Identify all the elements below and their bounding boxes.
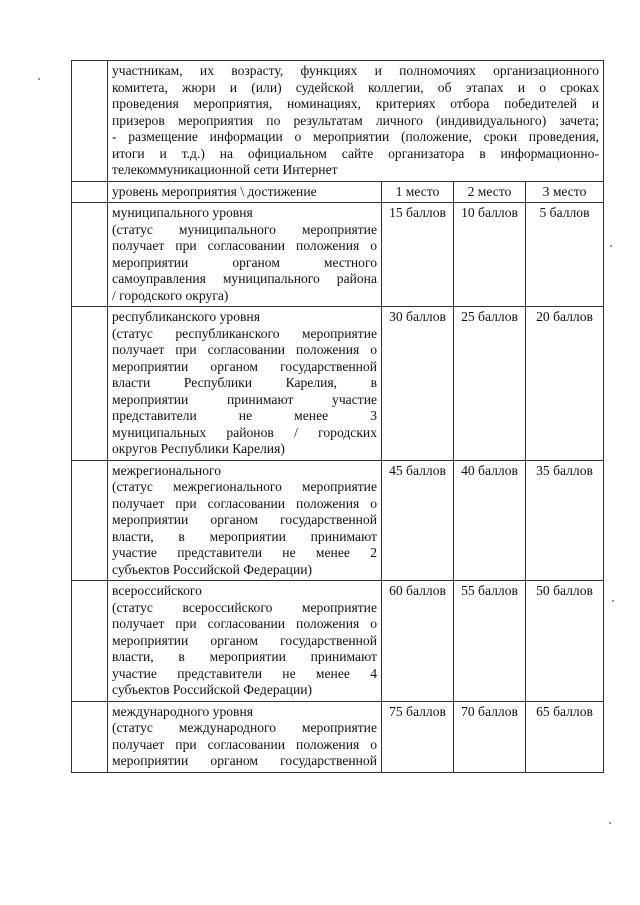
level-description: [108, 307, 382, 461]
number-cell: [72, 460, 108, 581]
score-place3: 35 баллов: [526, 460, 604, 581]
number-cell: [72, 307, 108, 461]
intro-line: призеров мероприятия по результатам личного (индивидуального) зачета;: [112, 112, 600, 128]
level-description: [108, 460, 382, 581]
score-place1: 75 баллов: [382, 701, 454, 772]
criteria-table: [71, 60, 604, 773]
level-line: получает при согласовании положения о: [112, 495, 377, 511]
level-line: участие представители не менее 2: [112, 545, 377, 560]
level-line: получает при согласовании положения о: [112, 342, 377, 357]
level-line: округов Республики Карелия): [112, 441, 285, 456]
score-place2: 40 баллов: [454, 460, 526, 581]
level-line: самоуправления муниципального района: [112, 271, 377, 286]
level-line: всероссийского: [112, 583, 202, 598]
row-interregional: [72, 460, 604, 581]
level-line: мероприятии принимают участие: [112, 391, 377, 407]
level-line: участие представители не менее 4: [112, 665, 377, 681]
level-line: власти, в мероприятии принимают: [112, 649, 377, 664]
row-all-russian: [72, 581, 604, 702]
level-line: мероприятии органом государственной: [112, 632, 377, 648]
level-line: субъектов Российской Федерации): [112, 682, 313, 697]
place3-header: 3 место: [526, 181, 604, 203]
score-place1: 45 баллов: [382, 460, 454, 581]
score-place2: 25 баллов: [454, 307, 526, 461]
row-municipal: [72, 203, 604, 307]
intro-line: комитета, жюри и (или) судейской коллегии, об этапах и о сроках: [112, 79, 600, 95]
level-line: муниципальных районов / городских: [112, 424, 377, 440]
level-line: получает при согласовании положения о: [112, 616, 377, 631]
intro-line: участникам, их возрасту, функциях и полномочиях организационного: [112, 63, 600, 78]
level-line: власти, в мероприятии принимают: [112, 528, 377, 544]
scan-speck: [38, 78, 40, 80]
level-line: власти Республики Карелия, в: [112, 375, 377, 390]
score-place2: 70 баллов: [454, 701, 526, 772]
level-line: получает при согласовании положения о: [112, 736, 377, 752]
level-description: [108, 203, 382, 307]
level-line: (статус республиканского мероприятие: [112, 325, 377, 341]
level-line: (статус межрегионального мероприятие: [112, 479, 377, 494]
level-line: (статус международного мероприятие: [112, 720, 377, 735]
level-line: муниципального уровня: [112, 205, 253, 220]
number-cell: [72, 181, 108, 203]
level-line: межрегионального: [112, 462, 222, 478]
intro-line: итоги и т.д.) на официальном сайте организатора в информационно-: [112, 145, 600, 161]
level-line: международного уровня: [112, 703, 254, 719]
level-line: мероприятии органом государственной: [112, 753, 377, 768]
score-place2: 55 баллов: [454, 581, 526, 702]
intro-line: телекоммуникационной сети Интернет: [112, 162, 338, 177]
score-place3: 50 баллов: [526, 581, 604, 702]
score-place3: 65 баллов: [526, 701, 604, 772]
level-line: республиканского уровня: [112, 309, 260, 324]
intro-text: [108, 61, 604, 182]
score-place2: 10 баллов: [454, 203, 526, 307]
number-cell: [72, 61, 108, 182]
score-place1: 30 баллов: [382, 307, 454, 461]
score-place3: 20 баллов: [526, 307, 604, 461]
number-cell: [72, 203, 108, 307]
level-line: представители не менее 3: [112, 408, 377, 423]
place2-header: 2 место: [454, 181, 526, 203]
intro-line: - размещение информации о мероприятии (положение, сроки проведения,: [112, 129, 600, 144]
level-line: мероприятии органом местного: [112, 254, 377, 270]
level-description: [108, 581, 382, 702]
level-description: [108, 701, 382, 772]
score-place3: 5 баллов: [526, 203, 604, 307]
number-cell: [72, 701, 108, 772]
level-line: мероприятии органом государственной: [112, 358, 377, 374]
level-line: мероприятии органом государственной: [112, 512, 377, 527]
level-header: уровень мероприятия \ достижение: [108, 181, 382, 203]
number-cell: [72, 581, 108, 702]
level-line: / городского округа): [112, 287, 229, 303]
scan-speck: [609, 822, 611, 824]
scan-speck: [612, 600, 614, 602]
score-place1: 15 баллов: [382, 203, 454, 307]
scan-speck: [610, 245, 612, 247]
header-row: [72, 181, 604, 203]
intro-line: проведения мероприятия, номинациях, критериях отбора победителей и: [112, 96, 600, 111]
row-republican: [72, 307, 604, 461]
level-line: субъектов Российской Федерации): [112, 561, 313, 577]
score-place1: 60 баллов: [382, 581, 454, 702]
intro-row: [72, 61, 604, 182]
place1-header: 1 место: [382, 181, 454, 203]
level-line: (статус всероссийского мероприятие: [112, 599, 377, 615]
level-line: (статус муниципального мероприятие: [112, 221, 377, 237]
row-international: [72, 701, 604, 772]
level-line: получает при согласовании положения о: [112, 238, 377, 253]
